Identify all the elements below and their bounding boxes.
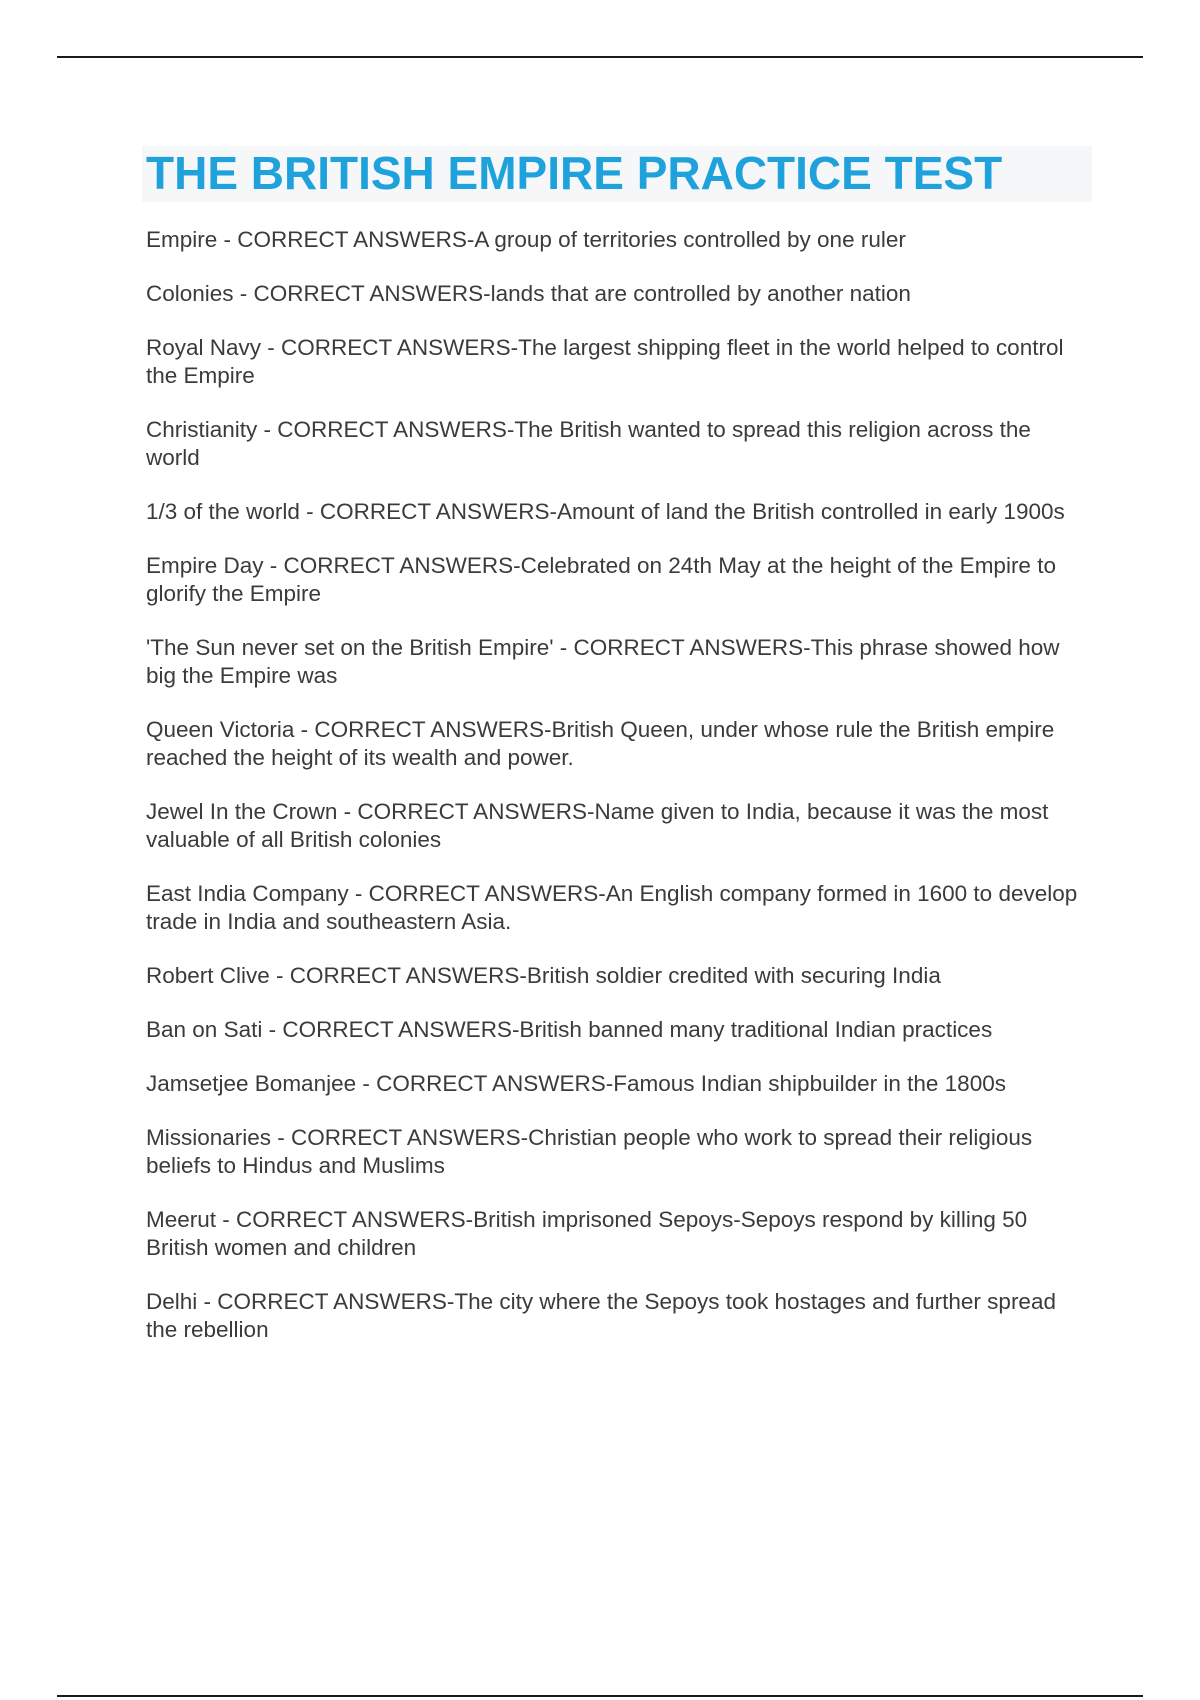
qa-item: 'The Sun never set on the British Empire' - CORRECT ANSWERS-This phrase showed how big the Empire was bbox=[146, 635, 1060, 688]
qa-item: Jewel In the Crown - CORRECT ANSWERS-Name given to India, because it was the most valuable of all British colonies bbox=[146, 799, 1049, 852]
qa-item: Empire Day - CORRECT ANSWERS-Celebrated on 24th May at the height of the Empire to glorify the Empire bbox=[146, 553, 1056, 606]
qa-item: Robert Clive - CORRECT ANSWERS-British soldier credited with securing India bbox=[146, 963, 941, 988]
qa-item: Colonies - CORRECT ANSWERS-lands that are controlled by another nation bbox=[146, 281, 911, 306]
page-bottom-rule bbox=[57, 1695, 1143, 1697]
document-title: THE BRITISH EMPIRE PRACTICE TEST bbox=[146, 147, 1003, 199]
qa-item: Queen Victoria - CORRECT ANSWERS-British Queen, under whose rule the British empire reached the height of its wealth and power. bbox=[146, 717, 1055, 770]
qa-item: East India Company - CORRECT ANSWERS-An English company formed in 1600 to develop trade in India and southeastern Asia. bbox=[146, 881, 1078, 934]
qa-item: Meerut - CORRECT ANSWERS-British imprisoned Sepoys-Sepoys respond by killing 50 British women and children bbox=[146, 1207, 1028, 1260]
qa-item: 1/3 of the world - CORRECT ANSWERS-Amount of land the British controlled in early 1900s bbox=[146, 499, 1065, 524]
qa-item: Jamsetjee Bomanjee - CORRECT ANSWERS-Famous Indian shipbuilder in the 1800s bbox=[146, 1071, 1006, 1096]
qa-item: Royal Navy - CORRECT ANSWERS-The largest shipping fleet in the world helped to control the Empire bbox=[146, 335, 1064, 388]
document-content bbox=[142, 146, 1092, 1370]
qa-item: Christianity - CORRECT ANSWERS-The British wanted to spread this religion across the world bbox=[146, 417, 1031, 470]
qa-item: Missionaries - CORRECT ANSWERS-Christian people who work to spread their religious beliefs to Hindus and Muslims bbox=[146, 1125, 1033, 1178]
qa-item: Delhi - CORRECT ANSWERS-The city where the Sepoys took hostages and further spread the rebellion bbox=[146, 1289, 1056, 1342]
qa-list bbox=[142, 226, 1092, 1344]
qa-item: Empire - CORRECT ANSWERS-A group of territories controlled by one ruler bbox=[146, 227, 906, 252]
qa-item: Ban on Sati - CORRECT ANSWERS-British banned many traditional Indian practices bbox=[146, 1017, 993, 1042]
title-bar bbox=[142, 146, 1092, 202]
page-top-rule bbox=[57, 56, 1143, 58]
